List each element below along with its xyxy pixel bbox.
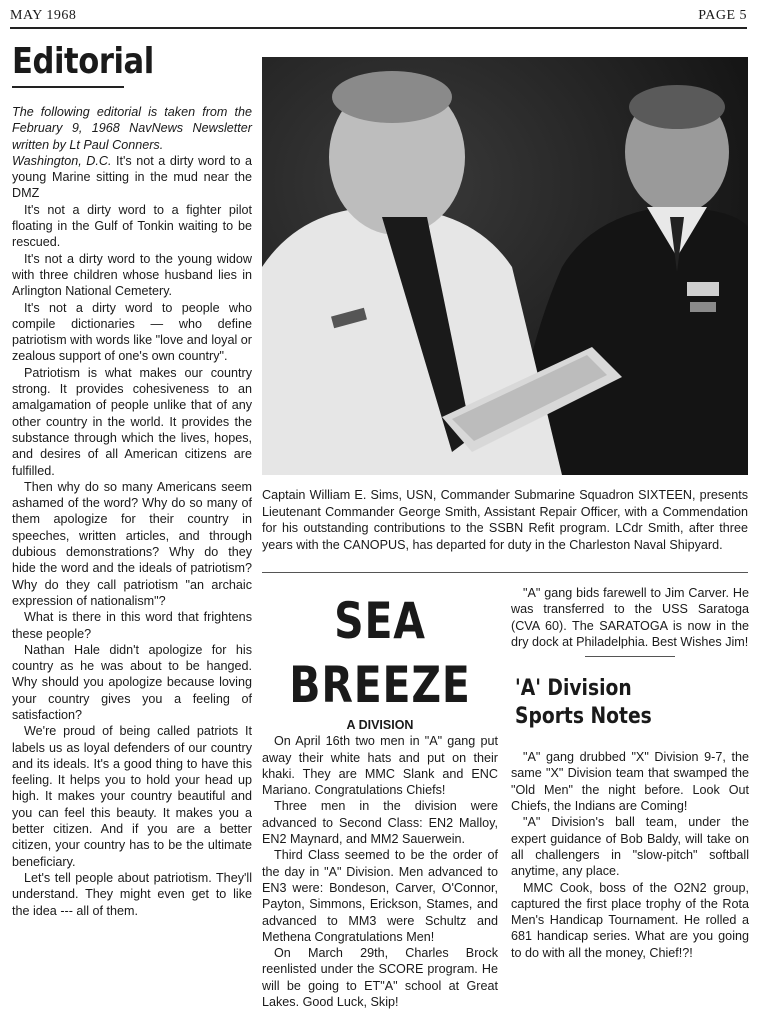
sea-breeze-column: [262, 585, 498, 1010]
editorial-paragraph: Let's tell people about patriotism. They'll understand. They might even get to like the idea --- all of them.: [12, 870, 252, 918]
issue-date: MAY 1968: [10, 8, 77, 23]
editorial-paragraph: It's not a dirty word to people who compile dictionaries — who define patriotism with words like "love and loyal or zealous support of one's own country".: [12, 300, 252, 364]
photo-caption: Captain William E. Sims, USN, Commander Submarine Squadron SIXTEEN, presents Lieutenant Commander George Smith, Assistant Repair Officer, with a Commendation for his outstanding contributions to the SSBN Refit program. LCdr Smith, after three years with the CANOPUS, has departed for duty in the Charleston Naval Shipyard.: [262, 488, 748, 552]
editorial-rule: [12, 86, 124, 88]
editorial-title: Editorial: [12, 41, 154, 82]
page-number: PAGE 5: [698, 8, 747, 23]
sea-breeze-paragraph: Three men in the division were advanced to Second Class: EN2 Malloy, EN2 Maynard, and MM2 Sauerwein.: [262, 799, 498, 847]
sports-paragraph: "A" Division's ball team, under the expert guidance of Bob Baldy, will take on all challengers in "slow-pitch" softball anytime, any place.: [511, 815, 749, 879]
editorial-first-text: It's not a dirty word to a young Marine sitting in the mud near the DMZ: [12, 153, 252, 201]
editorial-column: [12, 40, 252, 919]
editorial-paragraph: [12, 153, 252, 202]
division-subhead: A DIVISION: [346, 718, 414, 732]
sports-column: [511, 585, 749, 961]
sea-breeze-paragraph: On April 16th two men in "A" gang put away their white hats and put on their khaki. They are MMC Slank and ENC Mariano. Congratulations Chiefs!: [262, 734, 498, 798]
award-photo-illustration: [262, 57, 748, 475]
page-header: [10, 6, 747, 28]
sports-paragraph: "A" gang drubbed "X" Division 9-7, the same "X" Division team that swamped the "Old Men" the night before. Look Out Chiefs, the Indians are Coming!: [511, 750, 749, 814]
header-rule: [10, 27, 747, 29]
editorial-paragraph: It's not a dirty word to a fighter pilot floating in the Gulf of Tonkin waiting to be rescued.: [12, 202, 252, 250]
sports-title-line2: Sports Notes: [515, 704, 652, 730]
editorial-paragraph: Then why do so many Americans seem ashamed of the word? Why do so many of them apologize for their country in speeches, written articles, and through dubious demonstrations? Why do they hide the word and the ideals of patriotism? Why do they call patriotism "an archaic expression of nationalism"?: [12, 479, 252, 608]
editorial-paragraph: Nathan Hale didn't apologize for his country as he was about to be hanged. Why should you apologize because loving your country gives you a feeling of satisfaction?: [12, 642, 252, 722]
editorial-dateline: Washington, D.C.: [12, 153, 112, 168]
sports-notes-title: [515, 675, 714, 731]
sea-breeze-title: SEA BREEZE: [289, 592, 471, 714]
sports-title-line1: 'A' Division: [515, 676, 632, 702]
section-rule: [585, 656, 675, 657]
editorial-intro: The following editorial is taken from the February 9, 1968 NavNews Newsletter written by Lt Paul Conners.: [12, 105, 252, 152]
sports-paragraph: MMC Cook, boss of the O2N2 group, captured the first place trophy of the Rota Men's Handicap Tournament. He rolled a 681 handicap series. What are you going to do with all the money, Chief!?!: [511, 880, 749, 960]
editorial-paragraph: It's not a dirty word to the young widow with three children whose husband lies in Arlington National Cemetery.: [12, 251, 252, 299]
farewell-paragraph: "A" gang bids farewell to Jim Carver. He was transferred to the USS Saratoga (CVA 60). The SARATOGA is now in the dry dock at Philadelphia. Best Wishes Jim!: [511, 586, 749, 649]
sea-breeze-paragraph: Third Class seemed to be the order of the day in "A" Division. Men advanced to EN3 were: Bondeson, Carver, O'Connor, Payton, Simmons, Erickson, Stames, and advanced to MM3 were Schultz and Methena Congratulations Men!: [262, 848, 498, 944]
sea-breeze-paragraph: On March 29th, Charles Brock reenlisted under the SCORE program. He will be going to ET"A" school at Great Lakes. Good Luck, Skip!: [262, 946, 498, 1010]
award-photo: [262, 57, 748, 475]
caption-rule: [262, 572, 748, 573]
editorial-paragraph: Patriotism is what makes our country strong. It provides cohesiveness to an amalgamation of people unlike that of any other country in the world. It provides the substance through which the lives, hopes, and desires of all American citizens are fulfilled.: [12, 365, 252, 478]
editorial-paragraph: What is there in this word that frightens these people?: [12, 610, 252, 641]
editorial-paragraph: We're proud of being called patriots It labels us as loyal defenders of our country and its ideals. It's a good thing to have this feeling. It helps you to hold your head up high. It makes your country beautiful and you can feel this beauty. It makes you a better citizen. And if you are a better citizen, your country has to be the ultimate beneficiary.: [12, 724, 252, 869]
